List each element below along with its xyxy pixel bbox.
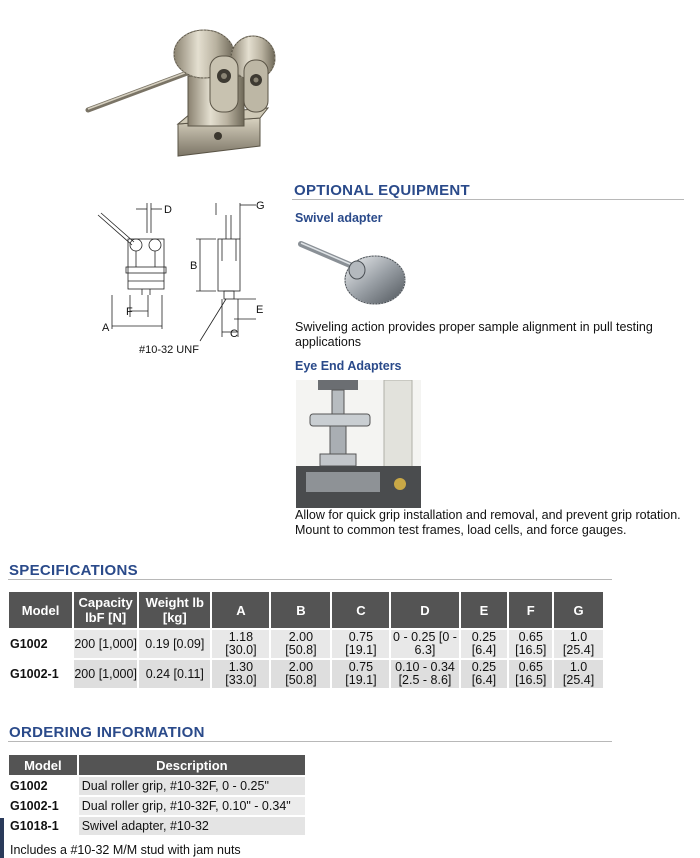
table-cell: 0.75 [19.1] — [332, 660, 389, 688]
eye-end-adapters-photo — [296, 380, 421, 508]
table-cell: 0.65 [16.5] — [509, 630, 552, 658]
table-cell: 1.18 [30.0] — [212, 630, 269, 658]
table-cell: 2.00 [50.8] — [271, 630, 330, 658]
specifications-table — [7, 590, 605, 690]
column-header: A — [212, 592, 269, 628]
table-row — [9, 777, 305, 795]
table-cell: 0 - 0.25 [0 - 6.3] — [393, 630, 457, 657]
dimension-drawing — [92, 195, 292, 355]
table-cell: 0.25 [6.4] — [461, 660, 508, 688]
table-cell: 0.65 [16.5] — [509, 660, 552, 688]
table-cell: 1.30 [33.0] — [212, 660, 269, 688]
table-cell: 0.75 [19.1] — [332, 630, 389, 658]
column-header: Description — [79, 755, 305, 775]
column-header: Weight lb [kg] — [139, 592, 210, 628]
section-divider — [292, 199, 684, 200]
table-cell: 0.10 - 0.34 [2.5 - 8.6] — [391, 660, 458, 688]
table-cell: 200 [1,000] — [74, 630, 137, 658]
swivel-adapter-description: Swiveling action provides proper sample alignment in pull testing applications — [295, 320, 653, 349]
model-cell: G1018-1 — [9, 817, 77, 835]
table-row — [9, 797, 305, 815]
table-cell: 1.0 [25.4] — [554, 660, 603, 688]
product-photo — [78, 6, 278, 166]
dim-label-b: B — [190, 260, 198, 272]
table-header-row — [9, 755, 305, 775]
optional-equipment-title: OPTIONAL EQUIPMENT — [294, 182, 470, 199]
table-cell: 0.24 [0.11] — [139, 660, 210, 688]
ordering-table — [7, 753, 307, 837]
column-header: G — [554, 592, 603, 628]
table-cell: 0.25 [6.4] — [461, 630, 508, 658]
table-cell: 0.19 [0.09] — [139, 630, 210, 658]
column-header: Model — [9, 755, 77, 775]
ordering-footnote: Includes a #10-32 M/M stud with jam nuts — [10, 843, 241, 857]
column-header: E — [461, 592, 508, 628]
model-cell: G1002-1 — [9, 660, 72, 688]
dim-label-a: A — [102, 322, 110, 334]
description-cell: Dual roller grip, #10-32F, 0.10" - 0.34" — [79, 797, 305, 815]
column-header: B — [271, 592, 330, 628]
swivel-adapter-title: Swivel adapter — [295, 211, 383, 225]
table-cell: 200 [1,000] — [74, 660, 137, 688]
table-row — [9, 630, 603, 658]
thread-note: #10-32 UNF — [139, 344, 199, 355]
description-cell: Swivel adapter, #10-32 — [79, 817, 305, 835]
side-accent-bar — [0, 818, 4, 858]
dim-label-g: G — [256, 200, 265, 212]
column-header: Capacity lbF [N] — [74, 592, 137, 628]
column-header: D — [391, 592, 458, 628]
column-header: Model — [9, 592, 72, 628]
table-header-row — [9, 592, 603, 628]
eye-end-adapters-title: Eye End Adapters — [295, 359, 402, 373]
dim-label-d: D — [164, 204, 172, 216]
model-cell: G1002-1 — [9, 797, 77, 815]
table-cell: 1.0 [25.4] — [554, 630, 603, 658]
column-header: C — [332, 592, 389, 628]
dim-label-f: F — [126, 306, 133, 318]
section-divider — [8, 741, 612, 742]
dim-label-c: C — [230, 328, 238, 340]
table-row — [9, 817, 305, 835]
table-cell: 2.00 [50.8] — [271, 660, 330, 688]
section-divider — [8, 579, 612, 580]
description-cell: Dual roller grip, #10-32F, 0 - 0.25" — [79, 777, 305, 795]
table-row — [9, 660, 603, 688]
model-cell: G1002 — [9, 630, 72, 658]
dim-label-e: E — [256, 304, 264, 316]
ordering-information-title: ORDERING INFORMATION — [9, 724, 205, 741]
specifications-title: SPECIFICATIONS — [9, 562, 138, 579]
swivel-adapter-photo — [297, 232, 407, 308]
model-cell: G1002 — [9, 777, 77, 795]
column-header: F — [509, 592, 552, 628]
eye-end-adapters-description: Allow for quick grip installation and removal, and prevent grip rotation. Mount to common test frames, load cells, and force gauges. — [295, 508, 681, 537]
